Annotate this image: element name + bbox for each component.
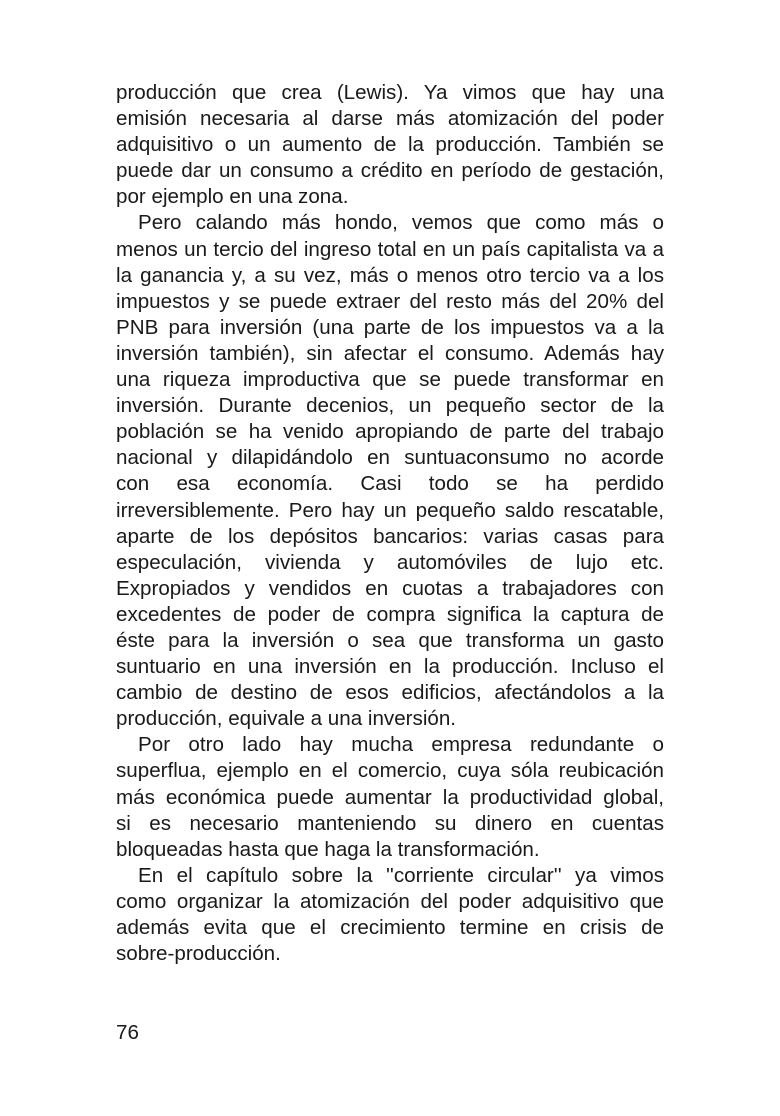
text-line: Por otro lado hay mucha empresa redundante o <box>138 733 664 757</box>
text-line: la ganancia y, a su vez, más o menos otro tercio va a los <box>116 263 664 287</box>
paragraph-2 <box>116 210 664 732</box>
paragraph-3 <box>116 732 664 862</box>
text-line: inversión también), sin afectar el consumo. Además hay <box>116 341 664 365</box>
text-line: producción, equivale a una inversión. <box>116 707 457 731</box>
text-line: Expropiados y vendidos en cuotas a trabajadores con <box>116 576 664 600</box>
text-line: nacional y dilapidándolo en suntuaconsumo no acorde <box>116 446 664 470</box>
paragraph-4 <box>116 863 664 967</box>
text-line: con esa economía. Casi todo se ha perdido <box>116 472 664 496</box>
text-line: emisión necesaria al darse más atomización del poder <box>116 107 664 131</box>
text-line: como organizar la atomización del poder adquisitivo que <box>116 889 664 913</box>
text-line: cambio de destino de esos edificios, afectándolos a la <box>116 681 664 705</box>
text-line: especulación, vivienda y automóviles de lujo etc. <box>116 550 664 574</box>
text-line: además evita que el crecimiento termine en crisis de <box>116 916 664 939</box>
text-line: inversión. Durante decenios, un pequeño sector de la <box>116 394 664 418</box>
text-line: Pero calando más hondo, vemos que como más o <box>138 211 664 235</box>
text-line: por ejemplo en una zona. <box>116 185 349 209</box>
text-line: población se ha venido apropiando de parte del trabajo <box>116 420 664 444</box>
text-line: adquisitivo o un aumento de la producción. También se <box>116 133 664 157</box>
text-line: suntuario en una inversión en la producción. Incluso el <box>116 655 664 679</box>
paragraph-1 <box>116 80 664 210</box>
text-line: En el capítulo sobre la ''corriente circular'' ya vimos <box>138 863 664 887</box>
text-line: puede dar un consumo a crédito en período de gestación, <box>116 159 664 183</box>
text-line: sobre-producción. <box>116 942 281 966</box>
text-line: éste para la inversión o sea que transforma un gasto <box>116 628 664 652</box>
text-line: menos un tercio del ingreso total en un país capitalista va a <box>116 237 664 261</box>
text-line: irreversiblemente. Pero hay un pequeño saldo rescatable, <box>116 498 664 522</box>
text-line: aparte de los depósitos bancarios: varias casas para <box>116 524 664 548</box>
text-line: bloqueadas hasta que haga la transformación. <box>116 837 540 861</box>
text-line: superflua, ejemplo en el comercio, cuya sóla reubicación <box>116 759 664 783</box>
body-text <box>116 80 664 967</box>
text-line: PNB para inversión (una parte de los impuestos va a la <box>116 315 664 339</box>
text-line: impuestos y se puede extraer del resto más del 20% del <box>116 289 664 313</box>
text-line: una riqueza improductiva que se puede transformar en <box>116 368 664 392</box>
text-line: excedentes de poder de compra significa la captura de <box>116 602 664 626</box>
text-line: producción que crea (Lewis). Ya vimos que hay una <box>116 81 664 104</box>
text-line: si es necesario manteniendo su dinero en cuentas <box>116 811 664 835</box>
text-line: más económica puede aumentar la productividad global, <box>116 785 664 809</box>
page-number: 76 <box>116 1021 139 1044</box>
